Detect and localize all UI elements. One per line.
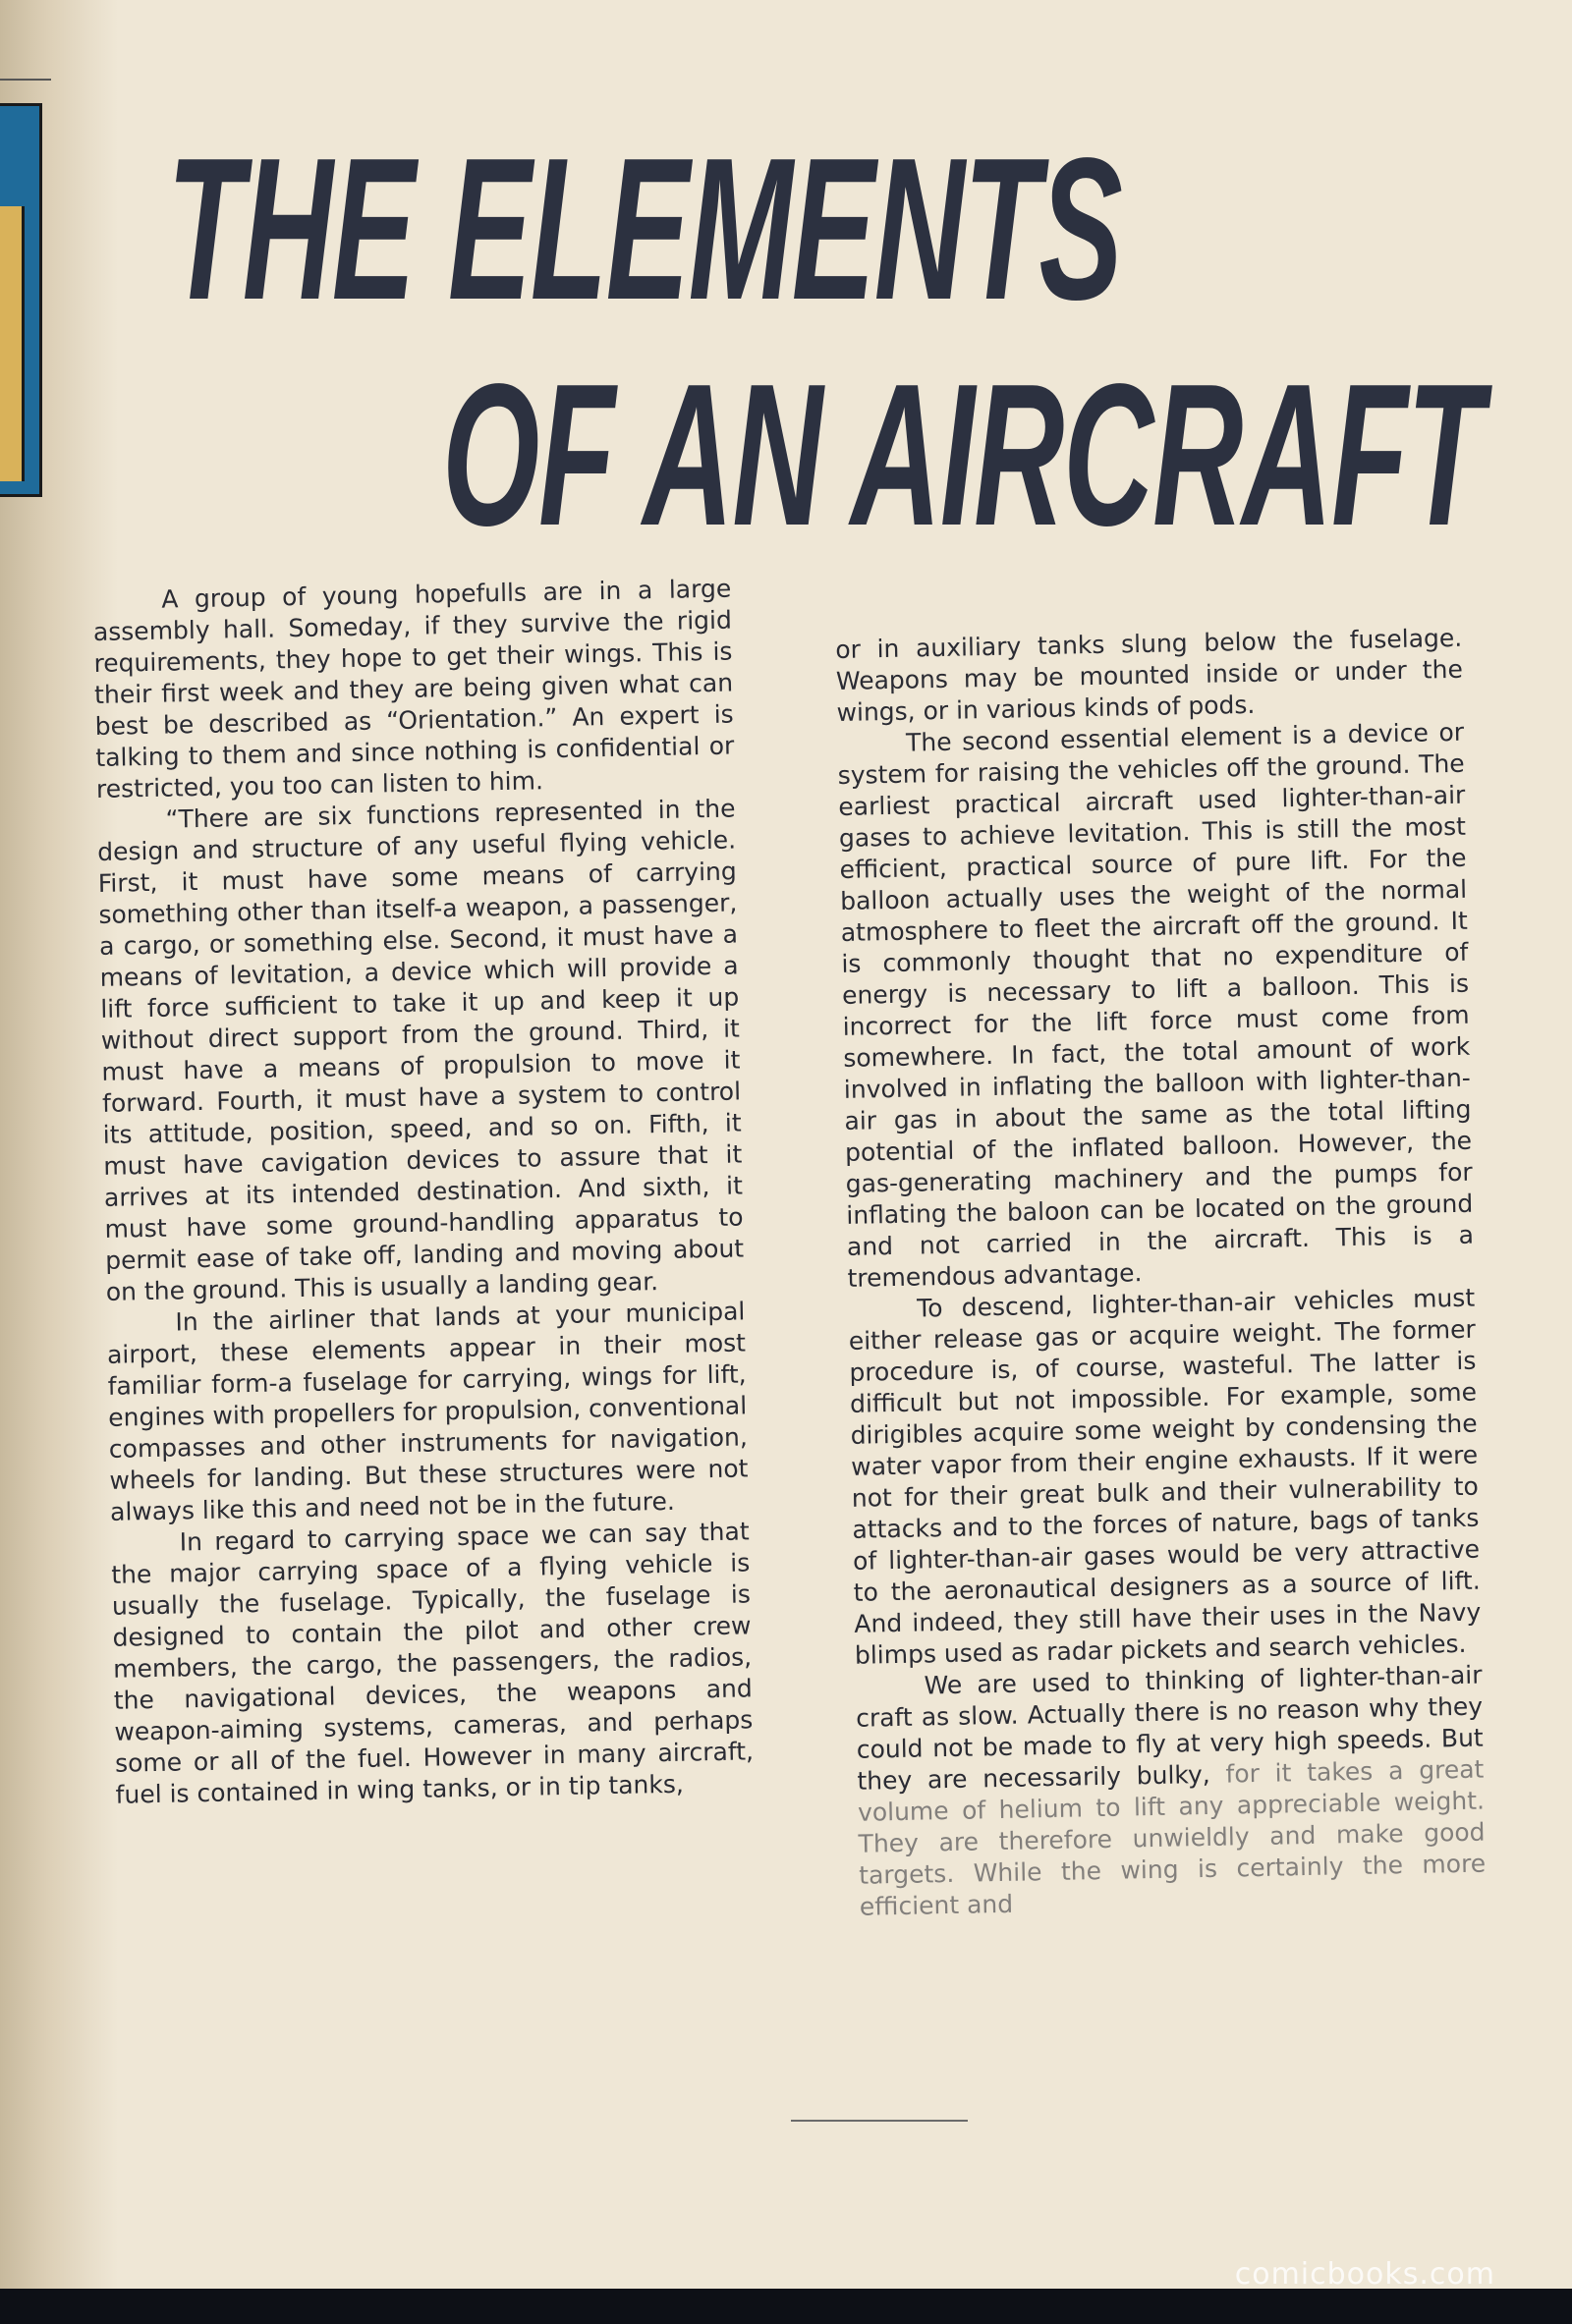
site-watermark: comicbooks.com [1234, 2257, 1495, 2292]
paragraph: In regard to carrying space we can say that the major carrying space of a flying vehicle is usually the fuselage. Typically, the fuselage is designed to contain the pilot and other crew members, the cargo, the passengers, the radios, the navigational devices, the weapons and weapon-aiming systems, cameras, and perhaps some or all of the fuel. However in many aircraft, fuel is contained in wing tanks, or in tip tanks, [111, 1517, 755, 1809]
column-end-rule [791, 2120, 968, 2122]
article-column-right [835, 623, 1487, 1923]
paragraph: “There are six functions represented in the design and structure of any useful flying vehicle. First, it must have some means of carrying something other than itself-a weapon, a passenger, a cargo, or something else. Second, it must have a means of levitation, a device which will provide a lift force sufficient to take it up and keep it up without direct support from the ground. Third, it must have a means of propulsion to move it forward. Fourth, it must have a system to control its attitude, position, speed, and so on. Fifth, it must have cavigation devices to assure that it arrives at its intended destination. And sixth, it must have some ground-handling apparatus to permit ease of take off, landing and moving about on the ground. This is usually a landing gear. [96, 794, 745, 1306]
previous-page-art-panel [0, 206, 25, 481]
paragraph: To descend, lighter-than-air vehicles must either release gas or acquire weight. The former procedure is, of course, wasteful. The latter is difficult but not impossible. For example, some dirigibles acquire some weight by condensing the water vapor from their engine exhausts. If it were not for their great bulk and their vulnerability to attacks and to the forces of nature, bags of tanks of lighter-than-air gases would be very attractive to the aeronautical designers as a source of lift. And indeed, they still have their uses in the Navy blimps used as radar pickets and search vehicles. [848, 1283, 1482, 1670]
paragraph: A group of young hopefulls are in a large assembly hall. Someday, if they survive the rigid requirements, they hope to get their wings. This is their first week and they are being given what can best be described as “Orientation.” An expert is talking to them and since nothing is confidential or restricted, you too can listen to him. [92, 574, 735, 803]
article-title-line-1: THE ELEMENTS [167, 116, 1122, 342]
paragraph: In the airliner that lands at your municipal airport, these elements appear in their most familiar form-a fuselage for carrying, wings for lift, engines with propellers for propulsion, conventional compasses and other instruments for navigation, wheels for landing. But these structures were not always like this and need not be in the future. [106, 1297, 749, 1526]
faded-paragraph-text: for it takes a great volume of helium to lift any appreciable weight. They are therefore unwieldly and make good targets. While the wing is certainly the more efficient and [857, 1754, 1487, 1921]
paragraph: The second essential element is a device or system for raising the vehicles off the ground. The earliest practical aircraft used lighter-than-air gases to achieve levitation. This is still the most efficient, practical source of pure lift. For the balloon actually uses the weight of the normal atmosphere to fleet the aircraft off the ground. It is commonly thought that no expenditure of energy is necessary to lift a balloon. This is incorrect for the lift force must come from somewhere. In fact, the total amount of work involved in inflating the balloon with lighter-than-air gas in about the same as the total lifting potential of the inflated balloon. However, the gas-generating machinery and the pumps for inflating the baloon can be located on the ground and not carried in the aircraft. This is a tremendous advantage. [837, 717, 1475, 1293]
margin-line [0, 79, 51, 81]
paragraph [855, 1660, 1487, 1923]
paragraph-text: We are used to thinking of lighter-than-air craft as slow. Actually there is no reason why they could not be made to fly at very high speeds. But they are necessarily bulky, [855, 1660, 1484, 1796]
article-column-left [92, 574, 755, 1811]
paragraph-continuation: or in auxiliary tanks slung below the fuselage. Weapons may be mounted inside or under the wings, or in various kinds of pods. [835, 623, 1464, 727]
article-title-line-2: OF AN AIRCRAFT [442, 342, 1483, 568]
